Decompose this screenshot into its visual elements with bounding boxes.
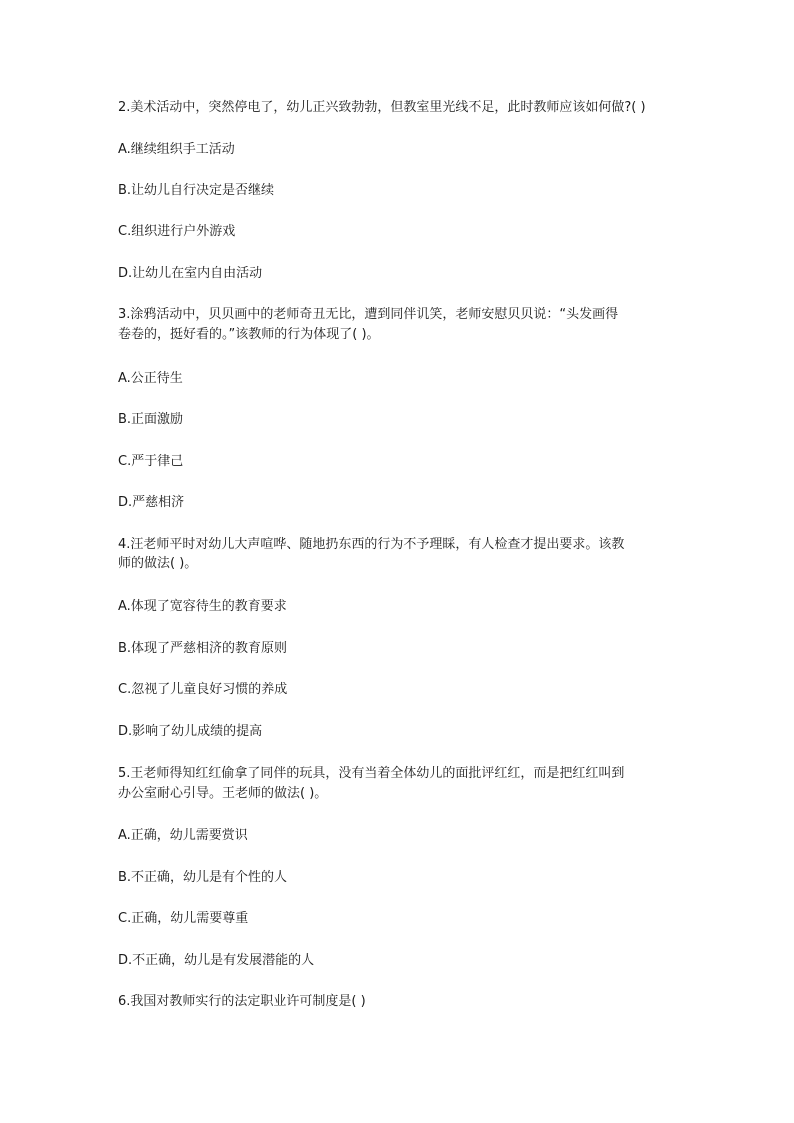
question-3-option-a: A.公正待生 <box>118 371 183 386</box>
question-4-stem-line-2: 师的做法( )。 <box>118 556 198 571</box>
question-4-option-b: B.体现了严慈相济的教育原则 <box>118 641 288 656</box>
question-2-option-d: D.让幼儿在室内自由活动 <box>118 266 263 281</box>
question-5-option-a: A.正确，幼儿需要赏识 <box>118 828 248 843</box>
question-3-option-c: C.严于律己 <box>118 454 184 469</box>
question-3-option-d: D.严慈相济 <box>118 495 185 510</box>
question-5-stem-line-1: 5.王老师得知红红偷拿了同伴的玩具，没有当着全体幼儿的面批评红红，而是把红红叫到 <box>118 766 625 781</box>
question-3-stem-line-2: 卷卷的，挺好看的。”该教师的行为体现了( )。 <box>118 327 380 342</box>
question-4-option-c: C.忽视了儿童良好习惯的养成 <box>118 682 288 697</box>
question-2-option-b: B.让幼儿自行决定是否继续 <box>118 183 275 198</box>
question-5-option-d: D.不正确，幼儿是有发展潜能的人 <box>118 953 315 968</box>
question-2-option-c: C.组织进行户外游戏 <box>118 224 236 239</box>
question-4-stem-line-1: 4.汪老师平时对幼儿大声喧哗、随地扔东西的行为不予理睬，有人检查才提出要求。该教 <box>118 537 625 552</box>
question-4-option-d: D.影响了幼儿成绩的提高 <box>118 724 263 739</box>
question-2-stem-line-1: 2.美术活动中，突然停电了，幼儿正兴致勃勃，但教室里光线不足，此时教师应该如何做?( ) <box>118 100 646 115</box>
question-3-stem-line-1: 3.涂鸦活动中，贝贝画中的老师奇丑无比，遭到同伴讥笑，老师安慰贝贝说：“头发画得 <box>118 307 619 322</box>
question-5-option-b: B.不正确，幼儿是有个性的人 <box>118 870 288 885</box>
question-4-option-a: A.体现了宽容待生的教育要求 <box>118 599 287 614</box>
question-5-stem-line-2: 办公室耐心引导。王老师的做法( )。 <box>118 786 328 801</box>
question-6-stem-line-1: 6.我国对教师实行的法定职业许可制度是( ) <box>118 994 366 1009</box>
question-3-option-b: B.正面激励 <box>118 412 184 427</box>
question-2-option-a: A.继续组织手工活动 <box>118 142 235 157</box>
question-5-option-c: C.正确，幼儿需要尊重 <box>118 911 249 926</box>
